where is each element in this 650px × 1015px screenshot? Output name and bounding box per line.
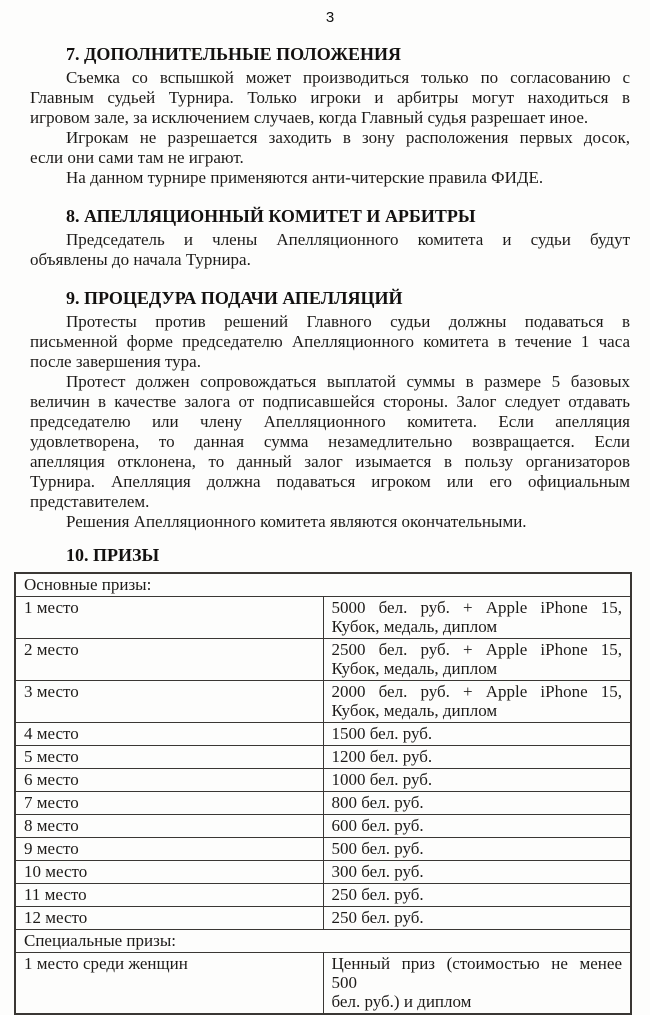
prize-line: Кубок, медаль, диплом (331, 617, 498, 636)
prize-cell (323, 953, 631, 1015)
text-line: На данном турнире применяются анти-читерские правила ФИДЕ. (66, 168, 544, 187)
text-line: игровом зале, за исключением случаев, когда Главный судья разрешает иное. (30, 108, 589, 127)
text-line: апелляция отклонена, то данный залог изымается в пользу организаторов (30, 452, 630, 471)
prize-line: 1200 бел. руб. (331, 747, 433, 766)
table-row (15, 681, 631, 723)
table-row (15, 884, 631, 907)
table-row (15, 746, 631, 769)
table-row (15, 907, 631, 930)
place-cell: 9 место (15, 838, 323, 861)
text-line: Турнира. Апелляция должна подаваться игроком или его официальным (30, 472, 630, 491)
paragraph (30, 312, 630, 372)
paragraph (30, 512, 630, 532)
prize-cell (323, 907, 631, 930)
section-label-cell: Основные призы: (15, 573, 631, 597)
table-row (15, 953, 631, 1015)
text-line: величин в качестве залога от подписавшейся стороны. Залог следует отдавать (30, 392, 630, 411)
paragraph (30, 168, 630, 188)
table-row (15, 861, 631, 884)
paragraph (30, 230, 630, 270)
prize-line: Кубок, медаль, диплом (331, 701, 498, 720)
prize-line: Ценный приз (стоимостью не менее 500 (331, 954, 622, 992)
place-cell: 5 место (15, 746, 323, 769)
text-line: Игрокам не разрешается заходить в зону расположения первых досок, (66, 128, 630, 147)
section-8-title: 8. АПЕЛЛЯЦИОННЫЙ КОМИТЕТ И АРБИТРЫ (66, 206, 476, 226)
prize-line: 250 бел. руб. (331, 908, 424, 927)
section-9-title: 9. ПРОЦЕДУРА ПОДАЧИ АПЕЛЛЯЦИЙ (66, 288, 403, 308)
prize-cell (323, 639, 631, 681)
table-row (15, 769, 631, 792)
section-7-additional-provisions (30, 44, 630, 188)
text-line: представителем. (30, 492, 150, 511)
place-cell: 7 место (15, 792, 323, 815)
prize-cell (323, 681, 631, 723)
prize-line: 600 бел. руб. (331, 816, 424, 835)
prize-cell (323, 723, 631, 746)
prize-cell (323, 815, 631, 838)
prize-cell (323, 792, 631, 815)
table-row (15, 639, 631, 681)
section-10-title: 10. ПРИЗЫ (66, 545, 160, 565)
section-8-appeals-committee (30, 206, 630, 270)
prize-line: 250 бел. руб. (331, 885, 424, 904)
text-line: Главным судьей Турнира. Только игроки и арбитры могут находиться в (30, 88, 630, 107)
section-10-prizes (24, 545, 630, 1015)
table-row (15, 838, 631, 861)
text-line: Протест должен сопровождаться выплатой суммы в размере 5 базовых (66, 372, 630, 391)
place-cell: 10 место (15, 861, 323, 884)
section-9-appeals-procedure (30, 288, 630, 532)
table-row (15, 815, 631, 838)
prizes-table-body (15, 573, 631, 1014)
prize-cell (323, 884, 631, 907)
paragraph (30, 128, 630, 168)
prize-cell (323, 838, 631, 861)
text-line: Председатель и члены Апелляционного комитета и судьи будут (66, 230, 630, 249)
place-cell: 12 место (15, 907, 323, 930)
section-7-title: 7. ДОПОЛНИТЕЛЬНЫЕ ПОЛОЖЕНИЯ (66, 44, 402, 64)
text-line: объявлены до начала Турнира. (30, 250, 251, 269)
text-line: Решения Апелляционного комитета являются окончательными. (66, 512, 527, 531)
place-cell: 8 место (15, 815, 323, 838)
prize-line: 5000 бел. руб. + Apple iPhone 15, (331, 598, 622, 617)
section-label-cell: Специальные призы: (15, 930, 631, 953)
prize-line: 1000 бел. руб. (331, 770, 433, 789)
prizes-table (14, 572, 632, 1015)
text-line: письменной форме председателю Апелляционного комитета в течение 1 часа (30, 332, 630, 351)
page-number: 3 (325, 9, 335, 26)
prize-cell (323, 597, 631, 639)
text-line: если они сами там не играют. (30, 148, 244, 167)
prize-line: 2500 бел. руб. + Apple iPhone 15, (331, 640, 622, 659)
text-line: после завершения тура. (30, 352, 201, 371)
table-section-row (15, 930, 631, 953)
prize-cell (323, 746, 631, 769)
place-cell: 1 место (15, 597, 323, 639)
place-cell: 2 место (15, 639, 323, 681)
paragraph (30, 372, 630, 512)
text-line: удовлетворена, то данная сумма незамедлительно возвращается. Если (30, 432, 630, 451)
prize-line: 300 бел. руб. (331, 862, 424, 881)
place-cell: 3 место (15, 681, 323, 723)
paragraph (30, 68, 630, 128)
place-cell: 6 место (15, 769, 323, 792)
text-line: Съемка со вспышкой может производиться только по согласованию с (66, 68, 630, 87)
prize-line: 800 бел. руб. (331, 793, 424, 812)
prize-line: 500 бел. руб. (331, 839, 424, 858)
prize-line: 1500 бел. руб. (331, 724, 433, 743)
prize-line: Кубок, медаль, диплом (331, 659, 498, 678)
table-row (15, 723, 631, 746)
prize-line: 2000 бел. руб. + Apple iPhone 15, (331, 682, 622, 701)
table-section-row (15, 573, 631, 597)
text-line: Протесты против решений Главного судьи должны подаваться в (66, 312, 630, 331)
prize-cell (323, 769, 631, 792)
prize-line: бел. руб.) и диплом (331, 992, 472, 1011)
place-cell: 11 место (15, 884, 323, 907)
place-cell: 4 место (15, 723, 323, 746)
text-line: председателю или члену Апелляционного комитета. Если апелляция (30, 412, 630, 431)
place-cell: 1 место среди женщин (15, 953, 323, 1015)
table-row (15, 597, 631, 639)
prize-cell (323, 861, 631, 884)
table-row (15, 792, 631, 815)
